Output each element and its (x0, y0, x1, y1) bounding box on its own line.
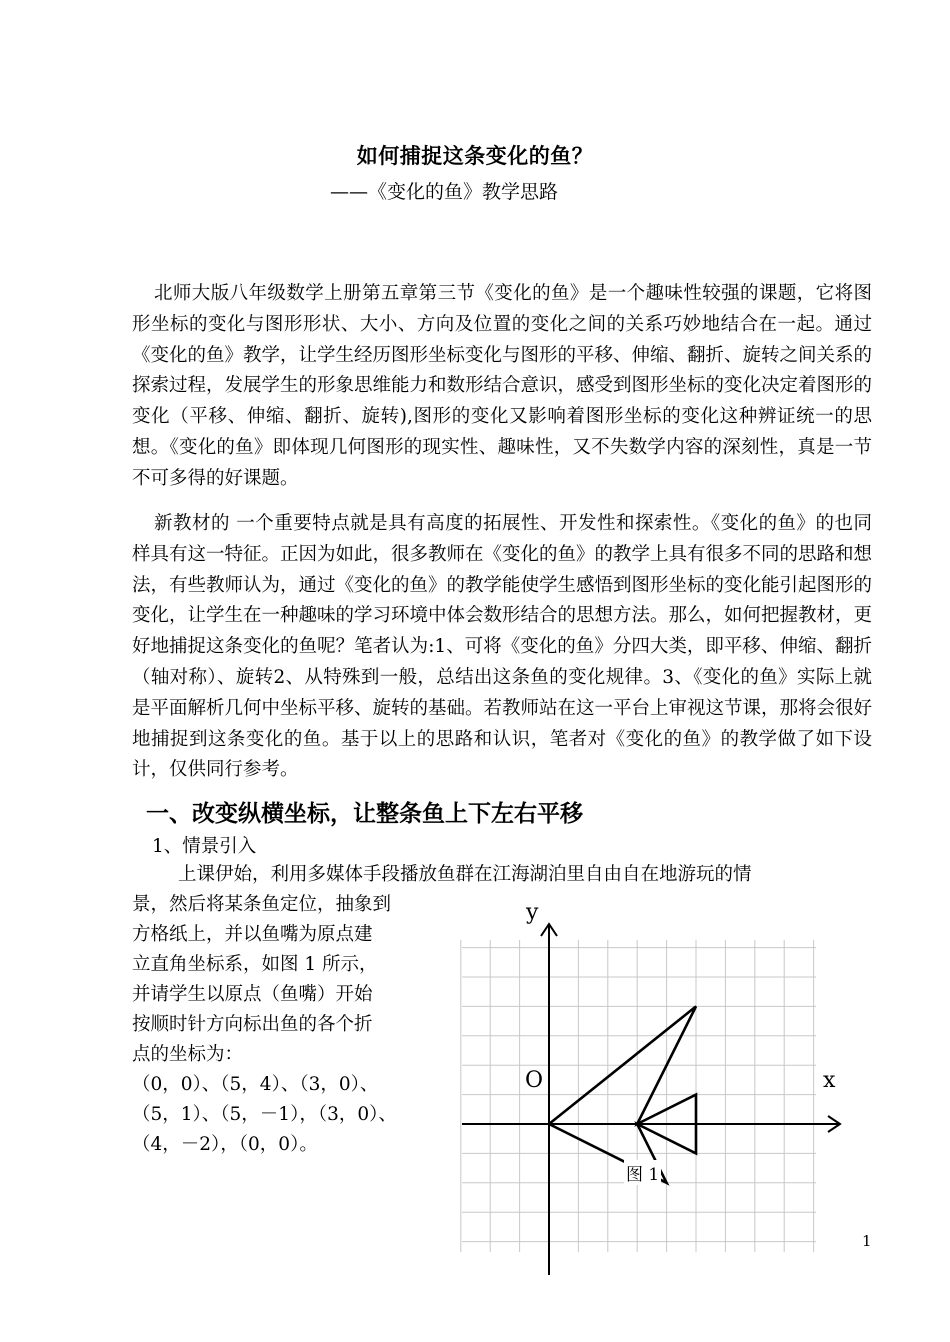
document-title: 如何捕捉这条变化的鱼？ (356, 143, 594, 168)
intro-paragraph: 北师大版八年级数学上册第五章第三节《变化的鱼》是一个趣味性较强的课题，它将图形坐标的变化与图形形状、大小、方向及位置的变化之间的关系巧妙地结合在一起。通过《变化的鱼》教学，让学生经历图形坐标变化与图形的平移、伸缩、翻折、旋转之间关系的探索过程，发展学生的形象思维能力和数形结合意识，感受到图形坐标的变化决定着图形的变化（平移、伸缩、翻折、旋转),图形的变化又影响着图形坐标的变化这种辨证统一的思想。《变化的鱼》即体现几何图形的现实性、趣味性，又不失数学内容的深刻性，真是一节不可多得的好课题。 (132, 283, 873, 489)
figure-caption: 图 1 (624, 1160, 661, 1185)
coord-line-1: （0，0）、（5，4）、（3，0）、 (132, 1074, 379, 1095)
scene-line-3: 立直角坐标系，如图 1 所示， (132, 954, 378, 975)
document-subtitle: ——《变化的鱼》教学思路 (330, 181, 559, 203)
section-heading: 一、改变纵横坐标，让整条鱼上下左右平移 (146, 800, 583, 827)
origin-label: O (525, 1068, 544, 1093)
x-axis-label: x (823, 1068, 836, 1093)
scene-line-6: 点的坐标为： (132, 1044, 244, 1065)
grid-lines (461, 940, 816, 1252)
y-axis-label: y (526, 900, 539, 925)
scene-line-1: 景，然后将某条鱼定位，抽象到 (132, 894, 392, 915)
scene-line-5: 按顺时针方向标出鱼的各个折 (132, 1014, 373, 1035)
page-number: 1 (862, 1232, 872, 1250)
coord-line-3: （4，－2），（0，0）。 (132, 1134, 318, 1155)
subsection-heading: 1、情景引入 (152, 836, 257, 857)
scene-line-2: 方格纸上，并以鱼嘴为原点建 (132, 924, 373, 945)
approach-paragraph: 新教材的 一个重要特点就是具有高度的拓展性、开发性和探索性。《变化的鱼》的也同样具有这一特征。正因为如此，很多教师在《变化的鱼》的教学上具有很多不同的思路和想法，有些教师认为，通过《变化的鱼》的教学能使学生感悟到图形坐标的变化能引起图形的变化，让学生在一种趣味的学习环境中体会数形结合的思想方法。那么，如何把握教材，更好地捕捉这条变化的鱼呢？笔者认为:1、可将《变化的鱼》分四大类，即平移、伸缩、翻折（轴对称）、旋转2、从特殊到一般，总结出这条鱼的变化规律。3、《变化的鱼》实际上就是平面解析几何中坐标平移、旋转的基础。若教师站在这一平台上审视这节课，那将会很好地捕捉到这条变化的鱼。基于以上的思路和认识，笔者对《变化的鱼》的教学做了如下设计，仅供同行参考。 (132, 513, 873, 781)
scene-line-4: 并请学生以原点（鱼嘴）开始 (132, 984, 373, 1005)
fish-coordinate-figure (460, 900, 860, 1280)
scene-line-0: 上课伊始，利用多媒体手段播放鱼群在江海湖泊里自由自在地游玩的情 (178, 864, 752, 885)
coord-line-2: （5，1）、（5，－1），（3，0）、 (132, 1104, 397, 1125)
